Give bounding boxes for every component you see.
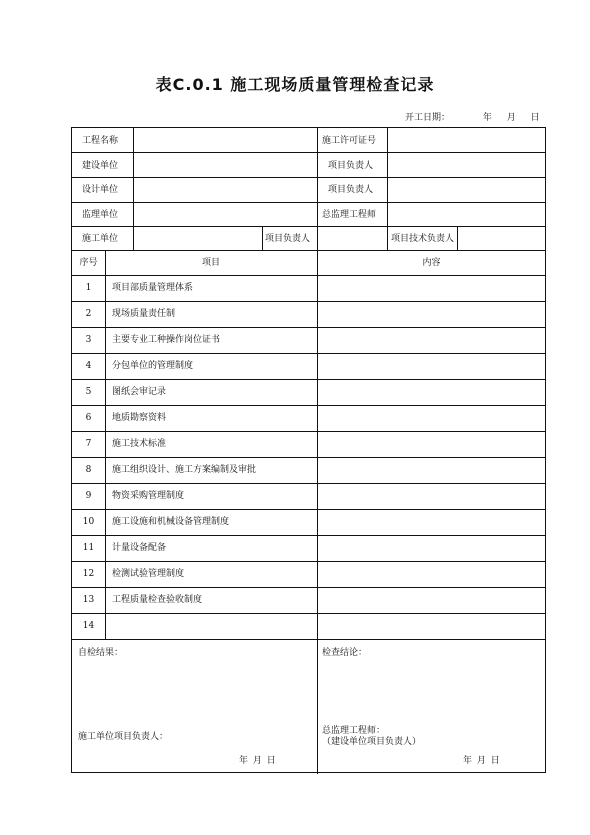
start-date-month: 月 <box>506 113 516 123</box>
row-item: 施工组织设计、施工方案编制及审批 <box>112 465 257 475</box>
row-divider <box>72 613 546 614</box>
col-divider <box>262 226 263 250</box>
label-supervision-unit: 监理单位 <box>82 210 119 220</box>
row-item: 主要专业工种操作岗位证书 <box>112 335 221 345</box>
row-number: 5 <box>85 387 92 397</box>
row-divider <box>72 202 546 203</box>
check-conclusion-label: 检查结论： <box>322 648 368 658</box>
start-date-year: 年 <box>482 113 492 123</box>
col-divider <box>457 226 458 250</box>
col-divider <box>133 128 134 250</box>
row-item: 图纸会审记录 <box>112 387 167 397</box>
row-number: 3 <box>85 335 92 345</box>
row-divider <box>72 327 546 328</box>
col-header-item: 项目 <box>201 258 220 268</box>
label-project-leader-2: 项目负责人 <box>328 185 374 195</box>
row-divider <box>72 353 546 354</box>
col-divider <box>317 128 318 774</box>
row-divider <box>72 379 546 380</box>
contractor-signer-label: 施工单位项目负责人： <box>78 732 169 742</box>
col-header-content: 内容 <box>422 258 441 268</box>
row-divider <box>72 509 546 510</box>
col-divider <box>105 250 106 640</box>
row-divider <box>72 483 546 484</box>
row-divider <box>72 457 546 458</box>
row-item: 检测试验管理制度 <box>112 569 185 579</box>
label-project-name: 工程名称 <box>82 136 119 146</box>
row-number: 1 <box>85 283 92 293</box>
label-contractor-unit: 施工单位 <box>82 234 119 244</box>
row-number: 8 <box>85 465 92 475</box>
signature-date-left: 年 月 日 <box>239 756 276 766</box>
row-item: 分包单位的管理制度 <box>112 361 194 371</box>
row-divider <box>72 177 546 178</box>
page-title: 表C.0.1 施工现场质量管理检查记录 <box>155 75 435 94</box>
row-divider <box>72 431 546 432</box>
col-header-no: 序号 <box>79 258 98 268</box>
start-date-label: 开工日期： <box>405 113 451 123</box>
signature-date-right: 年 月 日 <box>463 756 500 766</box>
row-divider <box>72 405 546 406</box>
inspection-form-table <box>71 127 546 773</box>
row-number: 12 <box>82 569 95 579</box>
row-divider <box>72 250 546 251</box>
label-construction-unit: 建设单位 <box>82 161 119 171</box>
row-item: 施工技术标准 <box>112 439 167 449</box>
label-project-leader-3: 项目负责人 <box>265 234 311 244</box>
row-number: 4 <box>85 361 92 371</box>
start-date-line <box>405 110 540 123</box>
label-tech-leader: 项目技术负责人 <box>391 234 455 244</box>
row-number: 9 <box>85 491 92 501</box>
chief-signer-label: 总监理工程师： <box>322 726 386 736</box>
row-number: 2 <box>85 309 92 319</box>
row-number: 7 <box>85 439 92 449</box>
row-number: 13 <box>82 595 95 605</box>
self-check-label: 自检结果： <box>78 648 124 658</box>
row-item: 施工设施和机械设备管理制度 <box>112 517 230 527</box>
row-item: 物资采购管理制度 <box>112 491 185 501</box>
row-item: 项目部质量管理体系 <box>112 283 194 293</box>
chief-signer-sub-label: （建设单位项目负责人） <box>322 737 422 747</box>
row-divider <box>72 301 546 302</box>
row-divider <box>72 535 546 536</box>
row-divider <box>72 639 546 640</box>
row-divider <box>72 587 546 588</box>
label-design-unit: 设计单位 <box>82 185 119 195</box>
row-item: 计量设备配备 <box>112 543 167 553</box>
row-number: 10 <box>82 517 95 527</box>
row-divider <box>72 226 546 227</box>
row-number: 14 <box>82 621 95 631</box>
row-item: 工程质量检查验收制度 <box>112 595 203 605</box>
row-divider <box>72 152 546 153</box>
row-divider <box>72 561 546 562</box>
row-number: 11 <box>82 543 95 553</box>
start-date-day: 日 <box>530 113 540 123</box>
row-number: 6 <box>85 413 92 423</box>
label-chief-supervisor: 总监理工程师 <box>322 210 377 220</box>
row-divider <box>72 275 546 276</box>
row-item: 现场质量责任制 <box>112 309 176 319</box>
label-permit-no: 施工许可证号 <box>322 136 377 146</box>
label-project-leader-1: 项目负责人 <box>328 161 374 171</box>
row-item: 地质勘察资料 <box>112 413 167 423</box>
col-divider <box>387 128 388 250</box>
